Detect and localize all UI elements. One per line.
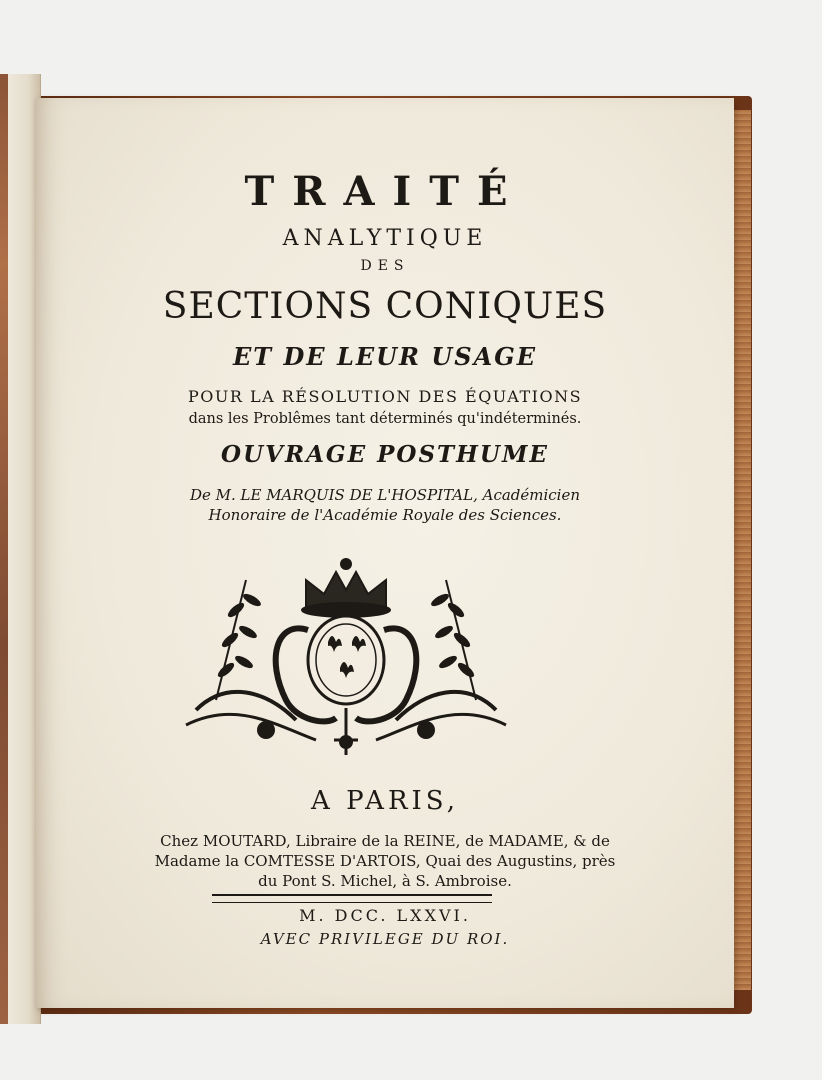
title-resolution: POUR LA RÉSOLUTION DES ÉQUATIONS [187,387,583,406]
author-line-1: De M. LE MARQUIS DE L'HOSPITAL, Académicien [189,486,581,504]
title-traite: TRAITÉ [244,168,526,215]
title-problemes: dans les Problêmes tant déterminés qu'indéterminés. [188,411,582,427]
publisher-line-2: Madame la COMTESSE D'ARTOIS, Quai des Augustins, près [154,852,616,870]
title-ouvrage-posthume: OUVRAGE POSTHUME [221,441,549,468]
royal-privilege: AVEC PRIVILEGE DU ROI. [260,930,510,948]
imprint-place: A PARIS, [311,786,459,816]
title-des: DES [360,258,410,274]
publisher-line-1: Chez MOUTARD, Libraire de la REINE, de MADAME, & de [160,832,610,850]
title-analytique: ANALYTIQUE [282,226,488,251]
royal-arms-crown-fleur-de-lis-icon [176,550,516,770]
author-line-2: Honoraire de l'Académie Royale des Sciences. [208,506,562,524]
publisher-line-3: du Pont S. Michel, à S. Ambroise. [258,872,512,890]
double-rule-divider [212,894,492,903]
title-sections-coniques: SECTIONS CONIQUES [162,286,608,327]
title-page [36,98,734,1008]
imprint-year: M. DCC. LXXVI. [299,906,471,925]
book-spine-gutter [0,74,41,1024]
title-usage: ET DE LEUR USAGE [232,342,538,371]
